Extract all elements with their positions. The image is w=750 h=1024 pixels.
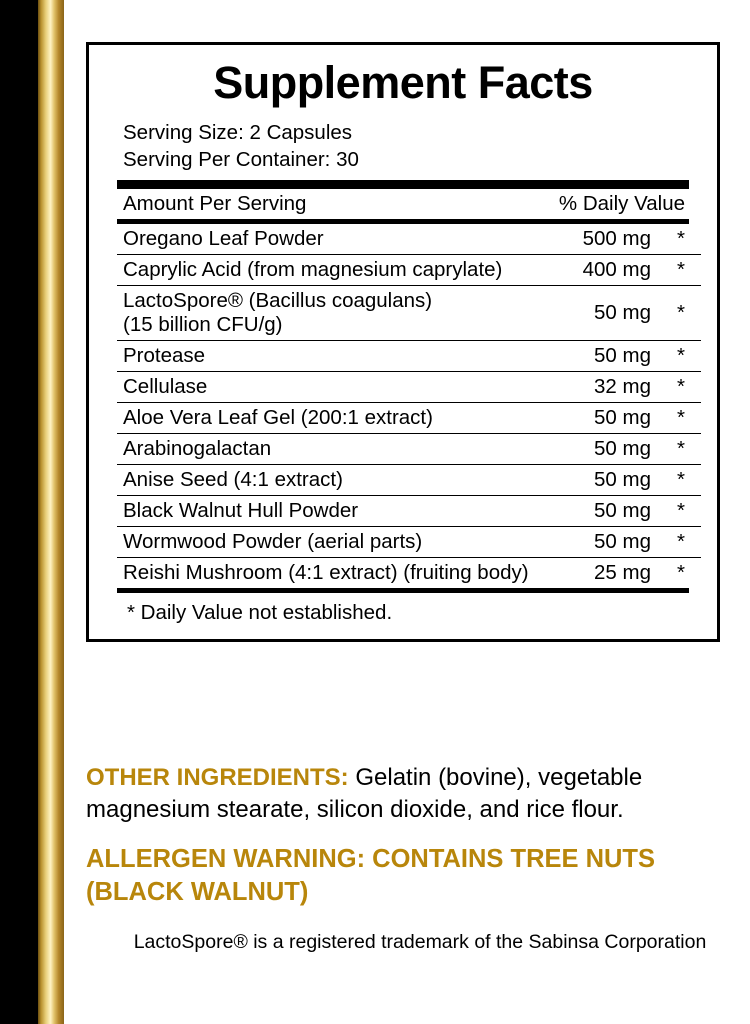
ingredient-amount: 50 mg — [543, 286, 661, 341]
daily-value-footnote: * Daily Value not established. — [127, 601, 393, 625]
ingredient-daily-value: * — [677, 561, 685, 585]
facts-table — [117, 189, 689, 219]
table-row — [117, 465, 701, 496]
ingredient-name — [117, 527, 543, 558]
table-row — [117, 403, 701, 434]
ingredient-amount: 25 mg — [594, 561, 651, 585]
left-gold-stripe — [38, 0, 64, 1024]
supplement-facts-panel — [86, 42, 720, 642]
ingredient-daily-value: * — [661, 255, 701, 286]
other-ingredients-label: OTHER INGREDIENTS: — [86, 764, 349, 791]
ingredient-amount: 400 mg — [543, 255, 661, 286]
ingredient-name — [117, 558, 543, 589]
panel-title: Supplement Facts — [213, 57, 593, 108]
ingredient-daily-value: * — [661, 434, 701, 465]
ingredient-daily-value: * — [661, 465, 701, 496]
table-row — [117, 286, 701, 341]
ingredient-name — [117, 286, 543, 341]
ingredient-name — [117, 255, 543, 286]
serving-size: Serving Size: 2 Capsules — [123, 120, 353, 144]
ingredient-name — [117, 434, 543, 465]
other-ingredients — [86, 762, 746, 825]
ingredient-name — [117, 496, 543, 527]
table-row — [117, 527, 701, 558]
ingredient-name-main: Anise Seed (4:1 extract) — [123, 468, 343, 492]
ingredient-amount: 500 mg — [543, 224, 661, 255]
ingredient-name-main: Cellulase — [123, 375, 208, 399]
other-ingredients-text: Gelatin (bovine), vegetable magnesium stearate, silicon dioxide, and rice flour. — [86, 764, 643, 823]
ingredient-amount: 50 mg — [543, 465, 661, 496]
ingredient-name — [117, 341, 543, 372]
ingredient-amount: 50 mg — [543, 434, 661, 465]
table-row — [117, 341, 701, 372]
ingredient-daily-value: * — [661, 341, 701, 372]
ingredient-name-main: Caprylic Acid (from magnesium caprylate) — [123, 258, 503, 282]
table-row — [117, 372, 701, 403]
ingredient-name — [117, 403, 543, 434]
left-black-stripe — [0, 0, 38, 1024]
trademark-note: LactoSpore® is a registered trademark of the Sabinsa Corporation — [133, 930, 707, 953]
left-white-gap — [64, 0, 78, 1024]
ingredient-amount: 50 mg — [543, 527, 661, 558]
label-lower-text — [86, 762, 746, 954]
serving-per-container: Serving Per Container: 30 — [123, 148, 359, 172]
ingredient-name — [117, 465, 543, 496]
ingredient-name-main: Aloe Vera Leaf Gel (200:1 extract) — [123, 406, 433, 430]
ingredient-name-main: Reishi Mushroom (4:1 extract) (fruiting body) — [123, 561, 529, 585]
divider-thick-top — [117, 180, 689, 189]
ingredient-name-sub: (15 billion CFU/g) — [123, 313, 283, 337]
ingredient-name-main: Arabinogalactan — [123, 437, 272, 461]
ingredient-daily-value: * — [661, 403, 701, 434]
ingredient-name-main: Black Walnut Hull Powder — [123, 499, 359, 523]
ingredient-amount: 50 mg — [543, 403, 661, 434]
ingredient-daily-value: * — [661, 527, 701, 558]
ingredient-daily-value: * — [661, 224, 701, 255]
ingredient-amount: 50 mg — [543, 496, 661, 527]
table-row — [117, 496, 701, 527]
ingredient-daily-value: * — [661, 496, 701, 527]
ingredient-name-main: Wormwood Powder (aerial parts) — [123, 530, 423, 554]
ingredient-amount: 32 mg — [543, 372, 661, 403]
ingredient-daily-value: * — [661, 286, 701, 341]
table-row — [117, 434, 701, 465]
allergen-warning: ALLERGEN WARNING: CONTAINS TREE NUTS (BLACK WALNUT) — [86, 845, 656, 906]
ingredient-name-main: LactoSpore® (Bacillus coagulans) — [123, 289, 433, 313]
ingredient-daily-value: * — [661, 372, 701, 403]
ingredient-name — [117, 372, 543, 403]
table-row — [117, 558, 701, 589]
ingredients-table — [117, 224, 701, 588]
ingredient-amount: 50 mg — [543, 341, 661, 372]
amount-per-serving-header: Amount Per Serving — [123, 192, 307, 216]
ingredient-name — [117, 224, 543, 255]
daily-value-header: % Daily Value — [558, 192, 685, 216]
table-row — [117, 255, 701, 286]
table-row — [117, 224, 701, 255]
ingredient-name-main: Oregano Leaf Powder — [123, 227, 324, 251]
facts-table-header — [117, 189, 689, 219]
ingredient-name-main: Protease — [123, 344, 206, 368]
